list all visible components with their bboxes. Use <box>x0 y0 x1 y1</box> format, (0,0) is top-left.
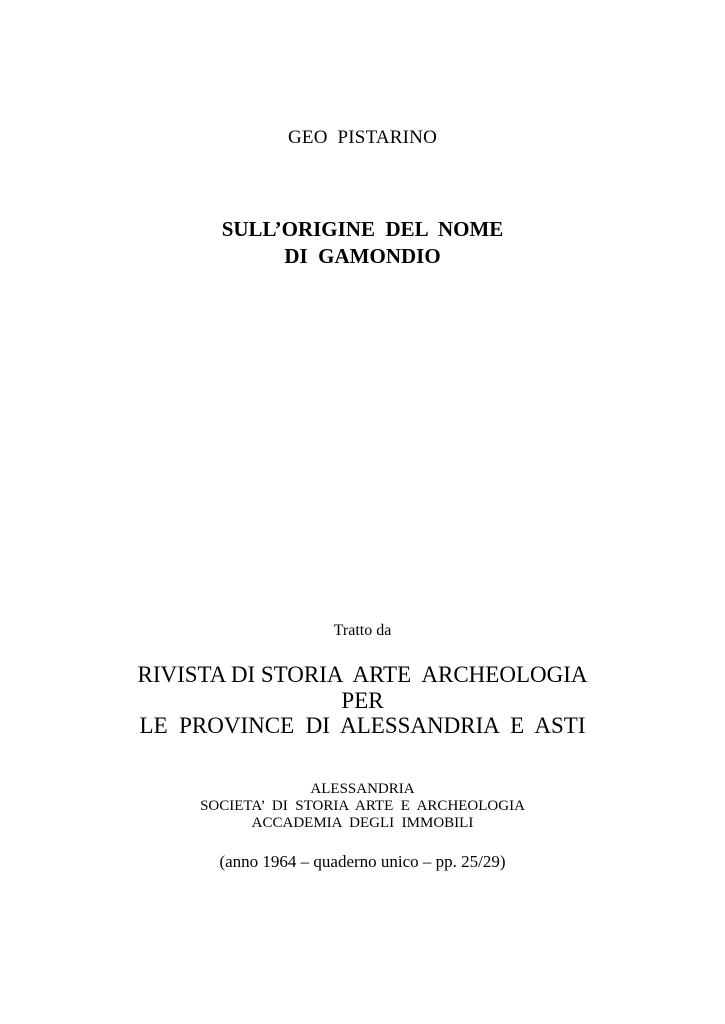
publisher-society: SOCIETA’ DI STORIA ARTE E ARCHEOLOGIA <box>200 798 525 814</box>
title-line-2: DI GAMONDIO <box>284 244 441 268</box>
publisher-city: ALESSANDRIA <box>310 781 415 797</box>
author-name: GEO PISTARINO <box>287 127 438 148</box>
journal-line-1: RIVISTA DI STORIA ARTE ARCHEOLOGIA <box>137 662 588 687</box>
journal-line-3: LE PROVINCE DI ALESSANDRIA E ASTI <box>139 713 586 738</box>
publisher-academy: ACCADEMIA DEGLI IMMOBILI <box>251 815 474 831</box>
publication-details: (anno 1964 – quaderno unico – pp. 25/29) <box>219 852 506 871</box>
title-line-1: SULL’ORIGINE DEL NOME <box>221 217 504 241</box>
source-intro: Tratto da <box>333 622 392 639</box>
journal-line-2: PER <box>341 688 384 713</box>
